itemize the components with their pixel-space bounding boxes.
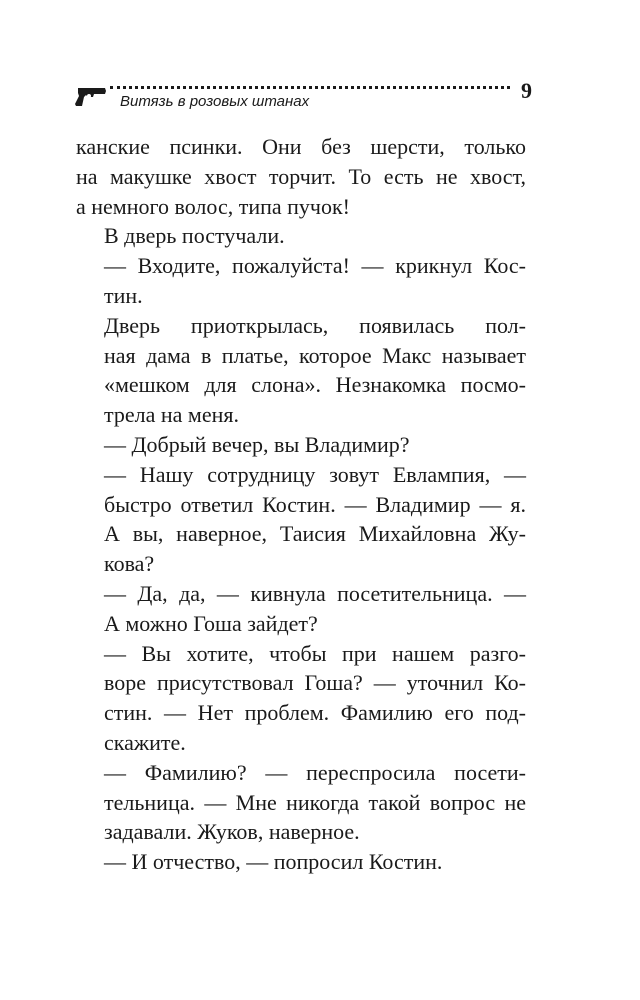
text-line: воре присутствовал Гоша? — уточнил Ко- xyxy=(104,670,526,696)
text-line: скажите. xyxy=(104,729,186,755)
text-line: — И отчество, — попросил Костин. xyxy=(104,849,443,875)
running-title: Витязь в розовых штанах xyxy=(120,93,310,110)
page-number: 9 xyxy=(521,78,532,103)
revolver-icon xyxy=(74,85,108,107)
paragraph xyxy=(76,430,526,460)
page-header xyxy=(74,76,544,116)
text-line: задавали. Жуков, наверное. xyxy=(104,819,360,845)
paragraph xyxy=(76,132,526,221)
text-line: быстро ответил Костин. — Владимир — я. xyxy=(104,491,526,517)
paragraph xyxy=(76,311,526,430)
text-line: трела на меня. xyxy=(104,402,240,428)
text-line: — Да, да, — кивнула посетительница. — xyxy=(104,580,526,606)
text-line: — Фамилию? — переспросила посети- xyxy=(104,759,526,785)
text-line: — Добрый вечер, вы Владимир? xyxy=(104,431,410,457)
text-line: кова? xyxy=(104,551,155,577)
body-text xyxy=(76,132,526,877)
text-line: А можно Гоша зайдет? xyxy=(104,610,318,636)
paragraph xyxy=(76,460,526,579)
text-line: Дверь приоткрылась, появилась пол- xyxy=(104,312,526,338)
text-line: А вы, наверное, Таисия Михайловна Жу- xyxy=(104,521,526,547)
text-line: — Входите, пожалуйста! — крикнул Кос- xyxy=(104,253,526,279)
text-line: «мешком для слона». Незнакомка посмо- xyxy=(104,372,526,398)
paragraph xyxy=(76,639,526,758)
paragraph xyxy=(76,758,526,847)
text-line: канские псинки. Они без шерсти, только xyxy=(76,134,526,159)
paragraph xyxy=(76,221,526,251)
paragraph xyxy=(76,847,526,877)
text-line: — Вы хотите, чтобы при нашем разго- xyxy=(104,640,526,666)
text-line: на макушке хвост торчит. То есть не хвост, xyxy=(76,163,526,189)
text-line: В дверь постучали. xyxy=(104,223,285,249)
paragraph xyxy=(76,251,526,311)
text-line: ная дама в платье, которое Макс называет xyxy=(104,342,526,368)
text-line: тельница. — Мне никогда такой вопрос не xyxy=(104,789,526,815)
text-line: — Нашу сотрудницу зовут Евлампия, — xyxy=(104,461,526,487)
header-dotted-rule xyxy=(110,86,510,89)
text-line: а немного волос, типа пучок! xyxy=(76,193,350,219)
text-line: стин. — Нет проблем. Фамилию его под- xyxy=(104,700,526,726)
paragraph xyxy=(76,579,526,639)
text-line: тин. xyxy=(104,282,143,308)
